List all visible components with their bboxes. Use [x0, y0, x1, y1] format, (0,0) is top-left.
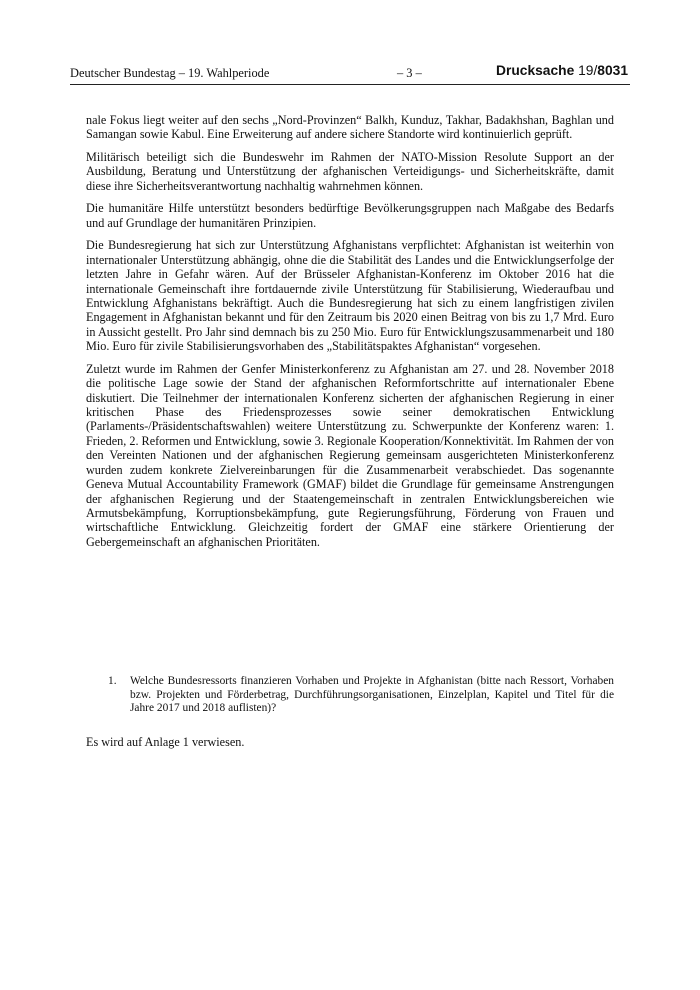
page-header [70, 63, 630, 86]
header-divider [70, 84, 630, 85]
page-number: – 3 – [397, 66, 422, 80]
paragraph: Militärisch beteiligt sich die Bundeswehr im Rahmen der NATO-Mission Resolute Support an der Ausbildung, Beratung und Unterstützung der afghanischen Verteidigungs- und Sicherheitskräfte, damit diese ihre Sicherheitsverantwortung nachhaltig wahrnehmen können. [86, 150, 614, 193]
doc-number-prefix: 19/ [578, 63, 598, 78]
paragraph: nale Fokus liegt weiter auf den sechs „Nord-Provinzen“ Balkh, Kunduz, Takhar, Badakhshan, Baghlan und Samangan sowie Kabul. Eine Erweiterung auf andere sichere Standorte wird kontinuierlich geprüft. [86, 113, 614, 142]
question-block [108, 675, 614, 716]
question-number: 1. [108, 675, 117, 687]
paragraph: Die humanitäre Hilfe unterstützt besonders bedürftige Bevölkerungsgruppen nach Maßgabe des Bedarfs und auf Grundlage der humanitären Prinzipien. [86, 201, 614, 230]
doc-number-main: 8031 [597, 63, 628, 78]
question-text: Welche Bundesressorts finanzieren Vorhaben und Projekte in Afghanistan (bitte nach Ressort, Vorhaben bzw. Projekten und Förderbetrag, Durchführungsorganisationen, Einzelplan, Kapitel und Titel für die Jahre 2017 und 2018 auflisten)? [130, 675, 614, 714]
paragraph: Die Bundesregierung hat sich zur Unterstützung Afghanistans verpflichtet: Afghanistan ist weiterhin von internationaler Unterstützung abhängig, ohne die die Stabilität des Landes und die Entwicklungserfolge der letzten Jahre in Gefahr wären. Auf der Brüsseler Afghanistan-Konferenz im Oktober 2016 hat die internationale Gemeinschaft ihre fortdauernde zivile Unterstützung für Stabilisierung, Wiederaufbau und Entwicklung Afghanistans bekräftigt. Auch die Bundesregierung hat sich zu einem langfristigen zivilen Engagement in Afghanistan bekannt und für den Zeitraum bis 2020 einen Beitrag von bis zu 1,7 Mrd. Euro in Aussicht gestellt. Pro Jahr sind demnach bis zu 250 Mio. Euro für Entwicklungszusammenarbeit und 180 Mio. Euro für zivile Stabilisierungsvorhaben des „Stabilitätspaktes Afghanistan“ vorgesehen. [86, 238, 614, 354]
body-text [86, 113, 614, 557]
document-number [496, 63, 628, 78]
answer-text: Es wird auf Anlage 1 verwiesen. [86, 735, 245, 749]
paragraph: Zuletzt wurde im Rahmen der Genfer Ministerkonferenz zu Afghanistan am 27. und 28. November 2018 die politische Lage sowie der Stand der afghanischen Reformfortschritte auf internationaler Ebene diskutiert. Die Teilnehmer der internationalen Konferenz sicherten der afghanischen Regierung in einer kritischen Phase des Friedensprozesses sowie seiner demokratischen Entwicklung (Parlaments-/Präsidentschaftswahlen) weitere Unterstützung zu. Schwerpunkte der Konferenz waren: 1. Frieden, 2. Reformen und Entwicklung, sowie 3. Regionale Kooperation/Konnektivität. Im Rahmen der von den Vereinten Nationen und der afghanischen Regierung gemeinsam ausgerichteten Ministerkonferenz wurden zudem konkrete Zielvereinbarungen für die Zusammenarbeit verabschiedet. Das sogenannte Geneva Mutual Accountability Framework (GMAF) bildet die Grundlage für gemeinsame Anstrengungen der afghanischen Regierung und der Staatengemeinschaft in zentralen Entwicklungsbereichen wie Armutsbekämpfung, Korruptionsbekämpfung, gute Regierungsführung, Förderung von Frauen und wirtschaftliche Entwicklung. Gleichzeitig fordert der GMAF eine stärkere Orientierung der Gebergemeinschaft an afghanischen Prioritäten. [86, 361, 614, 549]
publisher-label: Deutscher Bundestag – 19. Wahlperiode [70, 66, 270, 80]
doc-label: Drucksache [496, 63, 575, 78]
